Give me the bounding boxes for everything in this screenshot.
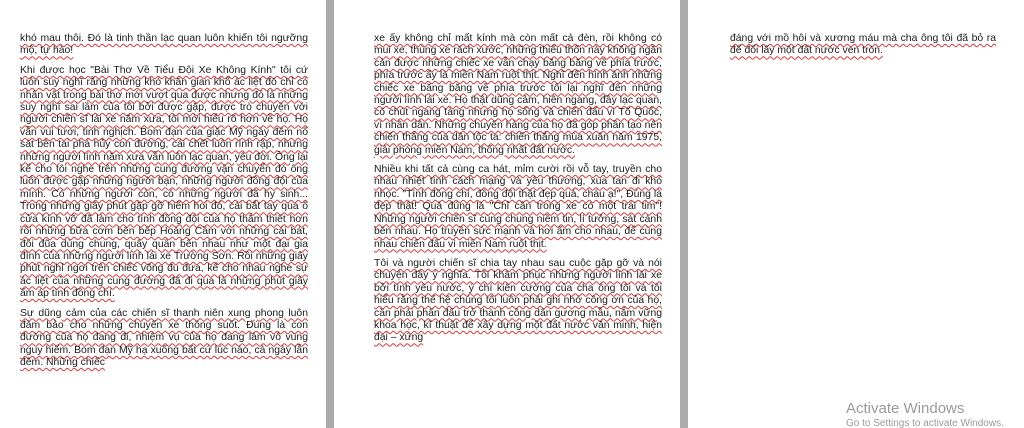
paragraph[interactable]: Tôi và người chiến sĩ chia tay nhau sau cuộc gặp gỡ và nói chuyện đầy ý nghĩa. Tôi khâm phục những người lính lái xe bởi tình yêu nước, ý chí kiên cường của cha ông tôi và tôi hiểu rằng thế hệ chúng tôi luôn phải ghi nhớ công ơn của họ, cần phải phấn đấu trở thành công dân gương mẫu, nắm vững khoa học, kĩ thuật để xây dựng một đất nước văn minh, hiện đại – xứng [374,257,662,344]
document-page-1[interactable] [0,0,326,428]
document-page-2[interactable] [334,0,680,428]
document-page-3[interactable] [688,0,1024,428]
paragraph[interactable]: khó mau thôi. Đó là tinh thần lạc quan luôn khiến tôi ngưỡng mộ, tự hào! [20,33,308,57]
page-1-text-body[interactable] [20,33,308,377]
paragraph[interactable]: xe ấy không chỉ mất kính mà còn mất cả đèn, rồi không có mui xe, thùng xe rách xước, những thiếu thốn này không ngăn cản được những chiếc xe vẫn chạy băng băng về phía trước, phía trước ấy là miền Nam ruột thịt. Nghĩ đến hình ảnh những chiếc xe băng băng về phía trước tôi lại nghĩ đến những người lính lái xe. Họ thật dũng cảm, hiên ngang, đầy lạc quan, có chút ngang tàng nhưng họ sống và chiến đấu vì Tổ Quốc, vì nhân dân. Những chuyến hàng của họ đã góp phần tạo nên chiến thắng của dân tộc ta: chiến thắng mùa xuân năm 1975, giải phóng miền Nam, thống nhất đất nước. [374,33,662,156]
page-3-text-body[interactable] [730,33,996,65]
paragraph[interactable]: Khi được học "Bài Thơ Về Tiểu Đội Xe Không Kính" tôi cứ luôn suy nghĩ rằng những khó khăn gian khổ ác liệt đó chỉ có nhân vật trong bài thơ mới vượt qua được nhưng đó là những suy nghĩ sai lầm của tôi bởi được gặp, được trò chuyện với người chiến sĩ lái xe năm xưa, tôi mới hiểu rõ hơn về họ. Họ vẫn vui tươi, tinh nghịch. Bom đạn của giặc Mỹ ngày đêm nổ sát bên tai phá hủy con đường, cái chết luôn rình rập, nhưng những người lính năm xưa vẫn luôn lạc quan, yêu đời. Ông lại kể cho tôi nghe trên những cung đường vận chuyển đó ông luôn được gặp những người bạn, những người đồng đội của mình. Có những người còn, có những người đã hy sinh... Trong những giây phút gặp gỡ hiếm hoi đó, cái bắt tay qua ô cửa kính vỡ đã làm cho tình đồng đội của họ thắm thiết hơn rồi những bữa cơm bên bếp Hoàng Cầm với những cái bát, đôi đũa dùng chung, quây quần bên nhau như một đại gia đình của những người lính lái xe Trường Sơn. Rồi những giây phút nghỉ ngơi trên chiếc võng đu đưa, kể cho nhau nghe sự ác liệt của những cung đường đã đi qua là những phút giây ấm áp tình đồng chí. [20,64,308,300]
paragraph[interactable]: đáng với mồ hôi và xương máu mà cha ông tôi đã bỏ ra để đổi lấy một đất nước ven tròn. [730,33,996,57]
paragraph[interactable]: Sự dũng cảm của các chiến sĩ thanh niên xung phong luôn đảm bảo cho những chuyến xe thông suốt. Đúng là con đường của họ đang đi, nhiệm vụ của họ đang làm vô vùng nguy hiểm. Bom đạn Mỹ hạ xuống bất cứ lúc nào, cả ngày lẫn đêm. Những chiếc [20,307,308,369]
page-2-text-body[interactable] [374,33,662,352]
watermark-subtitle: Go to Settings to activate Windows. [846,418,1004,428]
paragraph[interactable]: Nhiều khi tất cả cùng ca hát, mỉm cười rồi vỗ tay, truyền cho nhau nhiệt tình cách mạng và yêu thương, xua tan đi khó nhọc. "Tình đồng chí, đồng đội thật đẹp quá, cháu ạ!", Đúng là đẹp thật! Quả đúng là "Chỉ cần trong xe có một trái tim"! Những người chiến sĩ cùng chung niềm tin, lí tưởng, sát cánh bên nhau. Họ truyền sức mạnh và hơi ấm cho nhau, để cùng nhau chiến đấu vì miền Nam ruột thịt. [374,164,662,250]
watermark-title: Activate Windows [846,400,965,417]
